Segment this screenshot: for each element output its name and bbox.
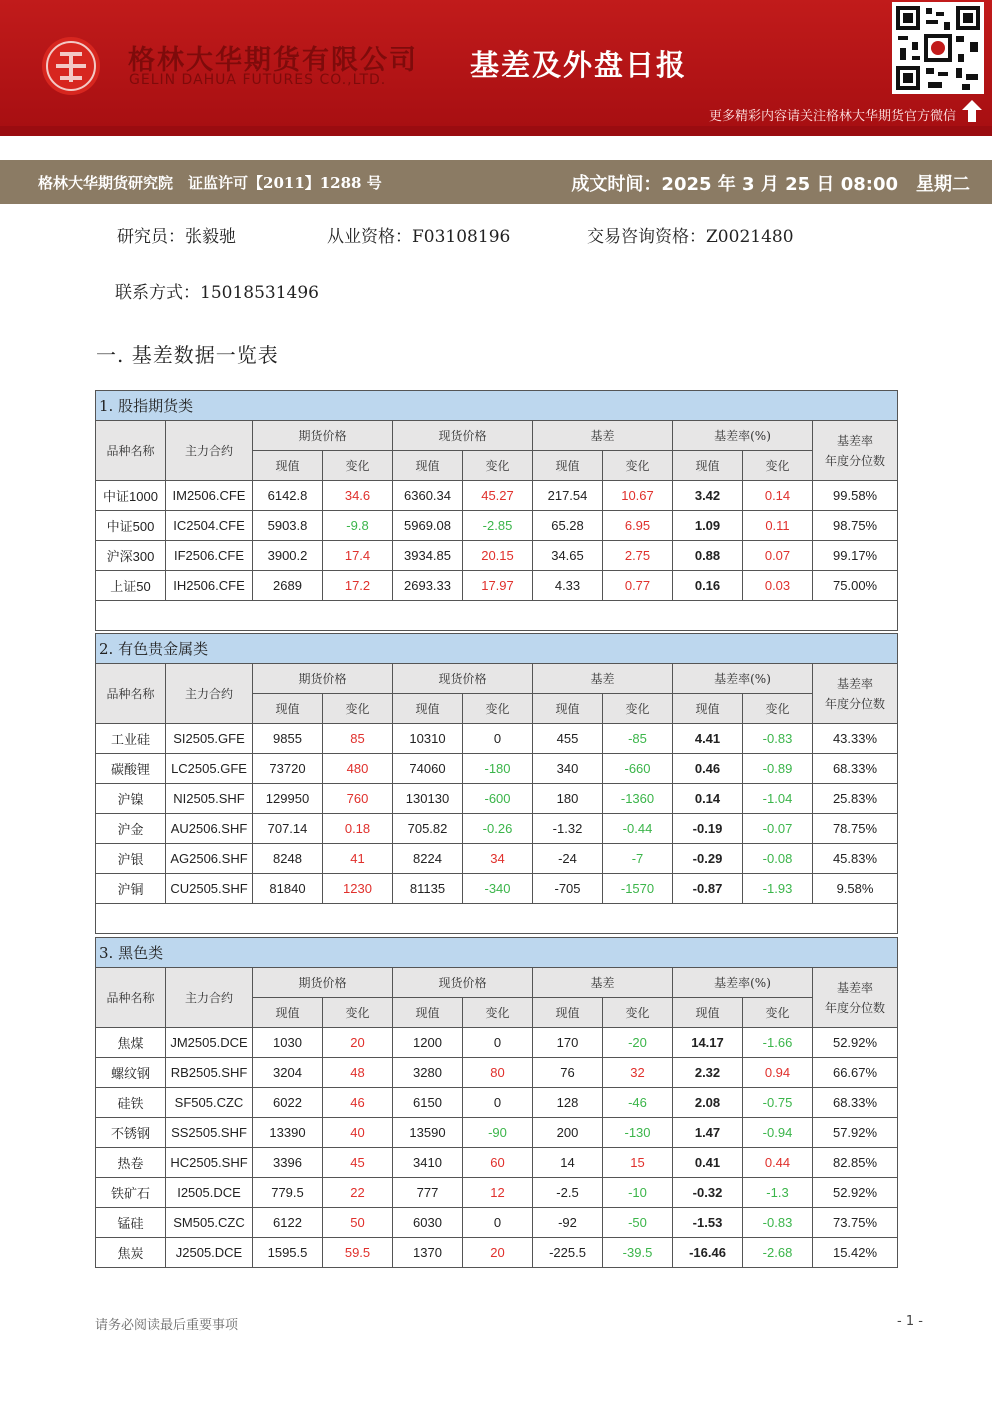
table-row <box>96 784 898 814</box>
header-contract: 主力合约 <box>166 664 253 724</box>
cell-spot-change: -0.26 <box>463 814 533 844</box>
subheader-change: 变化 <box>743 998 813 1028</box>
table-row <box>96 1088 898 1118</box>
cell-futures-current: 5903.8 <box>253 511 323 541</box>
table-row <box>96 1058 898 1088</box>
category-title-row <box>96 938 898 968</box>
subheader-current: 现值 <box>393 451 463 481</box>
header-spot-price: 现货价格 <box>393 421 533 451</box>
subheader-current: 现值 <box>533 998 603 1028</box>
cell-basis-rate-current: 4.41 <box>673 724 743 754</box>
researcher-name: 研究员：张毅驰 <box>117 227 236 247</box>
cell-futures-current: 13390 <box>253 1118 323 1148</box>
table-row <box>96 1208 898 1238</box>
cell-percentile: 73.75% <box>813 1208 898 1238</box>
contact-info: 联系方式：15018531496 <box>115 283 319 303</box>
cell-basis-rate-change: 0.03 <box>743 571 813 601</box>
subheader-change: 变化 <box>323 694 393 724</box>
subheader-change: 变化 <box>603 694 673 724</box>
cell-futures-change: 480 <box>323 754 393 784</box>
table-header-row <box>96 421 898 451</box>
cell-percentile: 98.75% <box>813 511 898 541</box>
header-basis: 基差 <box>533 421 673 451</box>
cell-spot-change: -340 <box>463 874 533 904</box>
cell-basis-rate-current: 0.46 <box>673 754 743 784</box>
cell-basis-rate-change: -0.83 <box>743 724 813 754</box>
cell-basis-change: 2.75 <box>603 541 673 571</box>
subheader-change: 变化 <box>743 451 813 481</box>
cell-contract: IC2504.CFE <box>166 511 253 541</box>
cell-basis-rate-change: -2.68 <box>743 1238 813 1268</box>
advisory-qualification: 交易咨询资格：Z0021480 <box>587 227 794 247</box>
cell-basis-rate-current: 2.08 <box>673 1088 743 1118</box>
cell-basis-rate-current: -16.46 <box>673 1238 743 1268</box>
cell-spot-current: 705.82 <box>393 814 463 844</box>
cell-futures-current: 73720 <box>253 754 323 784</box>
cell-spot-current: 13590 <box>393 1118 463 1148</box>
cell-basis-rate-change: -1.66 <box>743 1028 813 1058</box>
header-product: 品种名称 <box>96 421 166 481</box>
cell-product: 中证500 <box>96 511 166 541</box>
cell-basis-rate-current: -0.29 <box>673 844 743 874</box>
header-basis-rate: 基差率(%) <box>673 421 813 451</box>
header-basis: 基差 <box>533 664 673 694</box>
table-spacer-row <box>96 601 898 631</box>
cell-percentile: 78.75% <box>813 814 898 844</box>
cell-basis-rate-change: 0.11 <box>743 511 813 541</box>
page-number: - 1 - <box>897 1314 923 1329</box>
cell-product: 锰硅 <box>96 1208 166 1238</box>
cell-spot-change: 0 <box>463 1088 533 1118</box>
category-title-row <box>96 634 898 664</box>
table-row <box>96 1238 898 1268</box>
header-percentile: 基差率 年度分位数 <box>813 968 898 1028</box>
cell-futures-change: 59.5 <box>323 1238 393 1268</box>
cell-basis-rate-change: -0.94 <box>743 1118 813 1148</box>
cell-spot-current: 5969.08 <box>393 511 463 541</box>
table-row <box>96 874 898 904</box>
cell-contract: SS2505.SHF <box>166 1118 253 1148</box>
cell-spot-change: 12 <box>463 1178 533 1208</box>
cell-spot-current: 6360.34 <box>393 481 463 511</box>
table-row <box>96 754 898 784</box>
cell-basis-change: -7 <box>603 844 673 874</box>
basis-table-stock-index <box>95 390 898 631</box>
header-percentile: 基差率 年度分位数 <box>813 421 898 481</box>
cell-basis-change: -85 <box>603 724 673 754</box>
cell-spot-change: -600 <box>463 784 533 814</box>
cell-futures-current: 3396 <box>253 1148 323 1178</box>
cell-futures-change: 41 <box>323 844 393 874</box>
subheader-change: 变化 <box>323 998 393 1028</box>
cell-spot-current: 3280 <box>393 1058 463 1088</box>
report-title: 基差及外盘日报 <box>470 48 688 82</box>
cell-spot-current: 74060 <box>393 754 463 784</box>
subheader-current: 现值 <box>673 998 743 1028</box>
cell-basis-current: -225.5 <box>533 1238 603 1268</box>
cell-basis-rate-current: -0.32 <box>673 1178 743 1208</box>
cell-basis-change: -20 <box>603 1028 673 1058</box>
cell-percentile: 99.58% <box>813 481 898 511</box>
cell-contract: IF2506.CFE <box>166 541 253 571</box>
cell-basis-rate-current: 3.42 <box>673 481 743 511</box>
cell-basis-rate-change: -1.93 <box>743 874 813 904</box>
table-row <box>96 1028 898 1058</box>
cell-product: 碳酸锂 <box>96 754 166 784</box>
subheader-current: 现值 <box>253 694 323 724</box>
cell-basis-rate-current: 14.17 <box>673 1028 743 1058</box>
cell-futures-change: 45 <box>323 1148 393 1178</box>
company-name-cn: 格林大华期货有限公司 <box>128 45 418 76</box>
header-futures-price: 期货价格 <box>253 968 393 998</box>
cell-basis-change: 6.95 <box>603 511 673 541</box>
cell-product: 沪铜 <box>96 874 166 904</box>
cell-basis-change: 32 <box>603 1058 673 1088</box>
subheader-change: 变化 <box>743 694 813 724</box>
subheader-change: 变化 <box>463 998 533 1028</box>
table-header-row <box>96 664 898 694</box>
cell-spot-change: -180 <box>463 754 533 784</box>
cell-basis-change: -1570 <box>603 874 673 904</box>
cell-spot-change: 17.97 <box>463 571 533 601</box>
cell-spot-change: 0 <box>463 1208 533 1238</box>
cell-basis-current: 200 <box>533 1118 603 1148</box>
header-futures-price: 期货价格 <box>253 421 393 451</box>
cell-basis-current: 170 <box>533 1028 603 1058</box>
cell-basis-rate-current: 1.09 <box>673 511 743 541</box>
cell-futures-current: 1030 <box>253 1028 323 1058</box>
table-row <box>96 844 898 874</box>
cell-spot-change: 0 <box>463 1028 533 1058</box>
cell-spot-change: 80 <box>463 1058 533 1088</box>
table-row <box>96 541 898 571</box>
cell-contract: HC2505.SHF <box>166 1148 253 1178</box>
subheader-current: 现值 <box>393 694 463 724</box>
header-spot-price: 现货价格 <box>393 968 533 998</box>
cell-basis-change: -46 <box>603 1088 673 1118</box>
cell-basis-rate-current: 0.16 <box>673 571 743 601</box>
cell-basis-change: -660 <box>603 754 673 784</box>
cell-product: 沪深300 <box>96 541 166 571</box>
cell-futures-change: 48 <box>323 1058 393 1088</box>
cell-spot-change: -90 <box>463 1118 533 1148</box>
cell-percentile: 25.83% <box>813 784 898 814</box>
cell-contract: JM2505.DCE <box>166 1028 253 1058</box>
cell-basis-change: -50 <box>603 1208 673 1238</box>
spacer-cell <box>96 601 898 631</box>
cell-basis-rate-change: -0.08 <box>743 844 813 874</box>
cell-futures-current: 3204 <box>253 1058 323 1088</box>
cell-futures-current: 9855 <box>253 724 323 754</box>
category-title: 1. 股指期货类 <box>96 391 898 421</box>
category-title: 2. 有色贵金属类 <box>96 634 898 664</box>
cell-spot-current: 81135 <box>393 874 463 904</box>
cell-basis-rate-change: 0.14 <box>743 481 813 511</box>
cell-basis-current: 128 <box>533 1088 603 1118</box>
cell-futures-current: 129950 <box>253 784 323 814</box>
cell-percentile: 52.92% <box>813 1178 898 1208</box>
cell-percentile: 68.33% <box>813 754 898 784</box>
subheader-change: 变化 <box>463 694 533 724</box>
cell-futures-current: 8248 <box>253 844 323 874</box>
cell-spot-current: 3410 <box>393 1148 463 1178</box>
cell-product: 工业硅 <box>96 724 166 754</box>
cell-futures-change: 85 <box>323 724 393 754</box>
cell-basis-current: -2.5 <box>533 1178 603 1208</box>
header-basis-rate: 基差率(%) <box>673 664 813 694</box>
cell-contract: J2505.DCE <box>166 1238 253 1268</box>
cell-percentile: 9.58% <box>813 874 898 904</box>
header-contract: 主力合约 <box>166 968 253 1028</box>
cell-futures-change: 760 <box>323 784 393 814</box>
cell-basis-rate-change: -0.83 <box>743 1208 813 1238</box>
cell-basis-current: -1.32 <box>533 814 603 844</box>
cell-basis-rate-change: -0.89 <box>743 754 813 784</box>
cell-basis-change: -39.5 <box>603 1238 673 1268</box>
company-name-en: GELIN DAHUA FUTURES CO.,LTD. <box>129 72 387 88</box>
subheader-change: 变化 <box>323 451 393 481</box>
cell-futures-current: 707.14 <box>253 814 323 844</box>
cell-product: 上证50 <box>96 571 166 601</box>
cell-spot-current: 2693.33 <box>393 571 463 601</box>
table-spacer-row <box>96 904 898 934</box>
cell-percentile: 43.33% <box>813 724 898 754</box>
basis-table-ferrous <box>95 937 898 1268</box>
cell-futures-current: 2689 <box>253 571 323 601</box>
cell-futures-change: 40 <box>323 1118 393 1148</box>
cell-product: 沪镍 <box>96 784 166 814</box>
table-row <box>96 724 898 754</box>
table-row <box>96 481 898 511</box>
cell-product: 中证1000 <box>96 481 166 511</box>
cell-basis-change: -130 <box>603 1118 673 1148</box>
cell-product: 硅铁 <box>96 1088 166 1118</box>
cell-percentile: 68.33% <box>813 1088 898 1118</box>
cell-product: 螺纹钢 <box>96 1058 166 1088</box>
cell-contract: CU2505.SHF <box>166 874 253 904</box>
cell-basis-current: 65.28 <box>533 511 603 541</box>
cell-spot-current: 3934.85 <box>393 541 463 571</box>
cell-basis-rate-current: -0.19 <box>673 814 743 844</box>
cell-spot-change: 20.15 <box>463 541 533 571</box>
cell-basis-change: 10.67 <box>603 481 673 511</box>
cell-spot-current: 6030 <box>393 1208 463 1238</box>
cell-contract: SF505.CZC <box>166 1088 253 1118</box>
cell-percentile: 75.00% <box>813 571 898 601</box>
cell-futures-change: 1230 <box>323 874 393 904</box>
practice-qualification: 从业资格：F03108196 <box>327 227 511 247</box>
cell-spot-current: 8224 <box>393 844 463 874</box>
cell-spot-change: 0 <box>463 724 533 754</box>
cell-basis-rate-current: -0.87 <box>673 874 743 904</box>
cell-futures-current: 6122 <box>253 1208 323 1238</box>
cell-futures-current: 6142.8 <box>253 481 323 511</box>
cell-basis-change: 15 <box>603 1148 673 1178</box>
cell-contract: SI2505.GFE <box>166 724 253 754</box>
header-product: 品种名称 <box>96 664 166 724</box>
cell-basis-change: 0.77 <box>603 571 673 601</box>
cell-basis-rate-current: -1.53 <box>673 1208 743 1238</box>
cell-basis-rate-current: 2.32 <box>673 1058 743 1088</box>
cell-percentile: 99.17% <box>813 541 898 571</box>
cell-contract: AU2506.SHF <box>166 814 253 844</box>
cell-basis-change: -0.44 <box>603 814 673 844</box>
up-arrow-icon <box>962 100 982 122</box>
cell-basis-current: 14 <box>533 1148 603 1178</box>
cell-spot-current: 1200 <box>393 1028 463 1058</box>
cell-futures-current: 6022 <box>253 1088 323 1118</box>
header-futures-price: 期货价格 <box>253 664 393 694</box>
cell-spot-change: 45.27 <box>463 481 533 511</box>
subheader-current: 现值 <box>253 998 323 1028</box>
category-title: 3. 黑色类 <box>96 938 898 968</box>
subheader-current: 现值 <box>253 451 323 481</box>
header-contract: 主力合约 <box>166 421 253 481</box>
cell-futures-change: 20 <box>323 1028 393 1058</box>
cell-product: 焦炭 <box>96 1238 166 1268</box>
cell-spot-current: 130130 <box>393 784 463 814</box>
cell-basis-current: 180 <box>533 784 603 814</box>
cell-contract: IH2506.CFE <box>166 571 253 601</box>
cell-basis-rate-change: 0.07 <box>743 541 813 571</box>
table-row <box>96 1148 898 1178</box>
cell-percentile: 82.85% <box>813 1148 898 1178</box>
cell-product: 焦煤 <box>96 1028 166 1058</box>
cell-basis-current: 76 <box>533 1058 603 1088</box>
cell-spot-current: 10310 <box>393 724 463 754</box>
cell-basis-rate-current: 0.41 <box>673 1148 743 1178</box>
cell-percentile: 45.83% <box>813 844 898 874</box>
cell-spot-change: 60 <box>463 1148 533 1178</box>
subheader-current: 现值 <box>673 694 743 724</box>
cell-futures-change: 17.2 <box>323 571 393 601</box>
cell-futures-change: -9.8 <box>323 511 393 541</box>
cell-basis-rate-change: 0.94 <box>743 1058 813 1088</box>
table-row <box>96 1118 898 1148</box>
cell-contract: I2505.DCE <box>166 1178 253 1208</box>
subheader-change: 变化 <box>603 451 673 481</box>
cell-contract: AG2506.SHF <box>166 844 253 874</box>
cell-percentile: 66.67% <box>813 1058 898 1088</box>
cell-percentile: 57.92% <box>813 1118 898 1148</box>
cell-basis-change: -10 <box>603 1178 673 1208</box>
cell-basis-current: 455 <box>533 724 603 754</box>
wechat-qr-code-icon <box>892 2 984 94</box>
wechat-follow-note: 更多精彩内容请关注格林大华期货官方微信 <box>708 109 956 124</box>
cell-spot-change: 34 <box>463 844 533 874</box>
company-logo-icon <box>38 36 104 96</box>
cell-spot-current: 777 <box>393 1178 463 1208</box>
cell-spot-current: 1370 <box>393 1238 463 1268</box>
cell-basis-rate-change: -1.04 <box>743 784 813 814</box>
cell-contract: RB2505.SHF <box>166 1058 253 1088</box>
cell-futures-change: 17.4 <box>323 541 393 571</box>
basis-table-nonferrous-precious <box>95 633 898 934</box>
cell-contract: LC2505.GFE <box>166 754 253 784</box>
section-heading: 一. 基差数据一览表 <box>96 343 279 367</box>
cell-product: 沪金 <box>96 814 166 844</box>
cell-basis-rate-current: 1.47 <box>673 1118 743 1148</box>
header-spot-price: 现货价格 <box>393 664 533 694</box>
cell-basis-rate-change: -0.75 <box>743 1088 813 1118</box>
institute-license: 格林大华期货研究院 证监许可【2011】1288 号 <box>38 174 382 192</box>
subheader-change: 变化 <box>603 998 673 1028</box>
cell-futures-change: 50 <box>323 1208 393 1238</box>
cell-basis-rate-change: -0.07 <box>743 814 813 844</box>
header-bar-bottom-stripe <box>0 126 992 136</box>
cell-product: 沪银 <box>96 844 166 874</box>
cell-percentile: 52.92% <box>813 1028 898 1058</box>
cell-basis-current: 217.54 <box>533 481 603 511</box>
cell-futures-current: 779.5 <box>253 1178 323 1208</box>
table-header-row <box>96 968 898 998</box>
cell-futures-current: 81840 <box>253 874 323 904</box>
cell-spot-change: 20 <box>463 1238 533 1268</box>
cell-basis-current: 34.65 <box>533 541 603 571</box>
cell-futures-change: 34.6 <box>323 481 393 511</box>
subheader-current: 现值 <box>533 451 603 481</box>
cell-basis-current: -24 <box>533 844 603 874</box>
table-row <box>96 571 898 601</box>
header-basis-rate: 基差率(%) <box>673 968 813 998</box>
cell-basis-rate-change: 0.44 <box>743 1148 813 1178</box>
header-basis: 基差 <box>533 968 673 998</box>
cell-contract: SM505.CZC <box>166 1208 253 1238</box>
subheader-current: 现值 <box>673 451 743 481</box>
cell-basis-rate-current: 0.14 <box>673 784 743 814</box>
cell-basis-current: 340 <box>533 754 603 784</box>
spacer-cell <box>96 904 898 934</box>
subheader-current: 现值 <box>393 998 463 1028</box>
cell-percentile: 15.42% <box>813 1238 898 1268</box>
category-title-row <box>96 391 898 421</box>
table-row <box>96 511 898 541</box>
cell-product: 热卷 <box>96 1148 166 1178</box>
subheader-change: 变化 <box>463 451 533 481</box>
cell-basis-change: -1360 <box>603 784 673 814</box>
cell-futures-change: 0.18 <box>323 814 393 844</box>
cell-contract: NI2505.SHF <box>166 784 253 814</box>
cell-basis-current: 4.33 <box>533 571 603 601</box>
cell-spot-change: -2.85 <box>463 511 533 541</box>
cell-product: 不锈钢 <box>96 1118 166 1148</box>
subheader-current: 现值 <box>533 694 603 724</box>
table-row <box>96 814 898 844</box>
cell-futures-current: 3900.2 <box>253 541 323 571</box>
footer-disclaimer-note: 请务必阅读最后重要事项 <box>95 1318 239 1333</box>
cell-basis-current: -92 <box>533 1208 603 1238</box>
cell-futures-change: 22 <box>323 1178 393 1208</box>
table-row <box>96 1178 898 1208</box>
header-percentile: 基差率 年度分位数 <box>813 664 898 724</box>
cell-product: 铁矿石 <box>96 1178 166 1208</box>
header-product: 品种名称 <box>96 968 166 1028</box>
cell-spot-current: 6150 <box>393 1088 463 1118</box>
cell-futures-change: 46 <box>323 1088 393 1118</box>
report-datetime: 成文时间：2025 年 3 月 25 日 08:00 星期二 <box>571 174 970 195</box>
cell-basis-current: -705 <box>533 874 603 904</box>
cell-futures-current: 1595.5 <box>253 1238 323 1268</box>
cell-contract: IM2506.CFE <box>166 481 253 511</box>
cell-basis-rate-change: -1.3 <box>743 1178 813 1208</box>
cell-basis-rate-current: 0.88 <box>673 541 743 571</box>
